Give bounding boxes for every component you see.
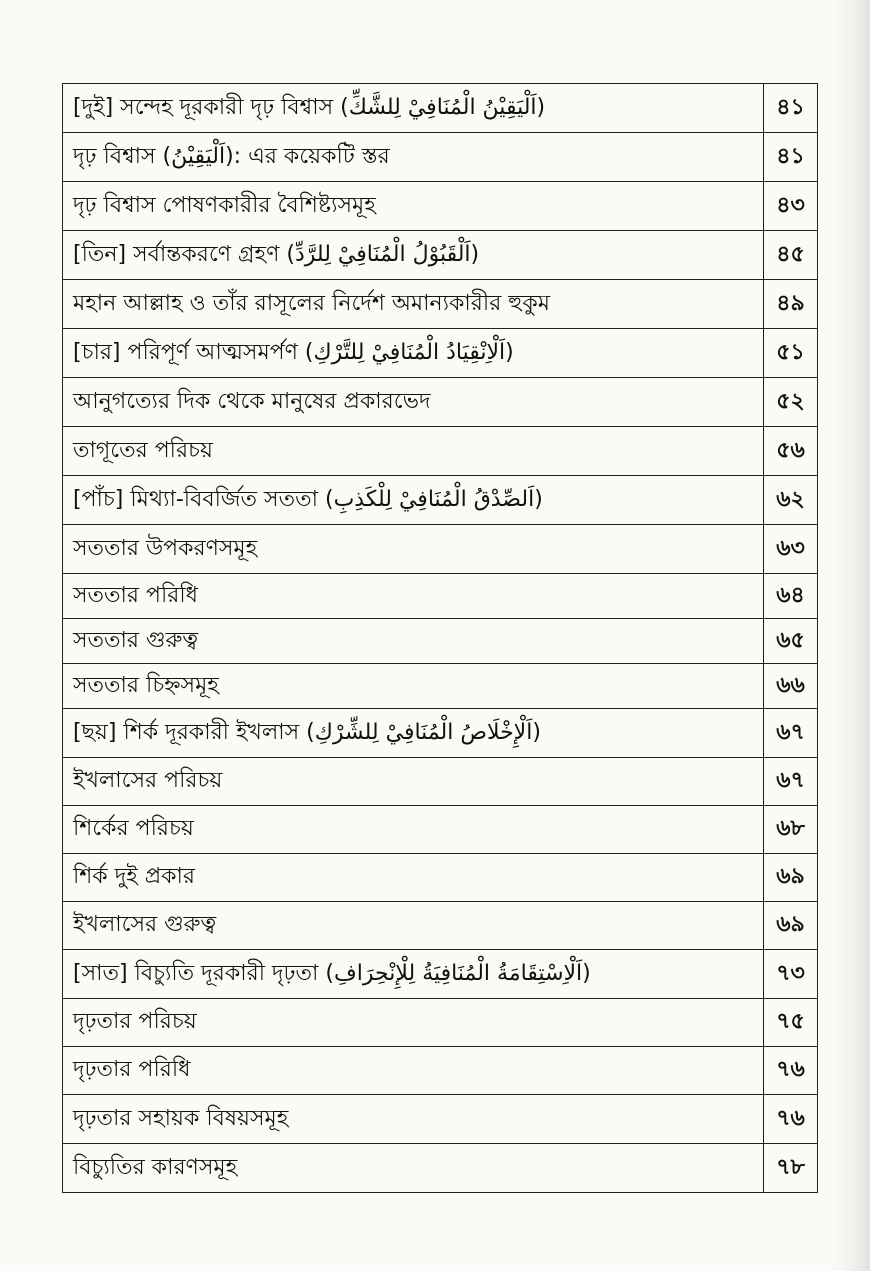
toc-entry-title: সততার পরিধি <box>63 574 764 619</box>
toc-entry-page: ৪১ <box>764 84 818 133</box>
toc-entry-title: [ছয়] শির্ক দূরকারী ইখলাস (اَلْإِخْلَاصُ الْمُنَافِيْ لِلشِّرْكِ) <box>63 709 764 758</box>
toc-entry-page: ৬৮ <box>764 806 818 854</box>
toc-entry-title: [তিন] সর্বান্তকরণে গ্রহণ (اَلْقَبُوْلُ الْمُنَافِيْ لِلرَّدِّ) <box>63 231 764 280</box>
toc-entry-page: ৬৯ <box>764 902 818 950</box>
toc-row[interactable] <box>63 133 818 182</box>
toc-row[interactable] <box>63 182 818 231</box>
toc-row[interactable] <box>63 854 818 902</box>
toc-row[interactable] <box>63 619 818 664</box>
toc-entry-title: [দুই] সন্দেহ দূরকারী দৃঢ় বিশ্বাস (اَلْيَقِيْنُ الْمُنَافِيْ لِلشَّكِّ) <box>63 84 764 133</box>
toc-row[interactable] <box>63 1095 818 1144</box>
toc-entry-title: দৃঢ়তার সহায়ক বিষয়সমূহ <box>63 1095 764 1144</box>
toc-entry-title: সততার চিহ্নসমূহ <box>63 664 764 709</box>
toc-entry-page: ৪৯ <box>764 280 818 329</box>
toc-entry-page: ৫১ <box>764 329 818 378</box>
toc-row[interactable] <box>63 758 818 806</box>
toc-entry-page: ৪৩ <box>764 182 818 231</box>
toc-row[interactable] <box>63 476 818 525</box>
toc-entry-title: [চার] পরিপূর্ণ আত্মসমর্পণ (اَلْاِنْقِيَادُ الْمُنَافِيْ لِلتَّرْكِ) <box>63 329 764 378</box>
toc-entry-title: ইখলাসের গুরুত্ব <box>63 902 764 950</box>
toc-row[interactable] <box>63 806 818 854</box>
toc-row[interactable] <box>63 84 818 133</box>
toc-entry-title: [সাত] বিচ্যুতি দূরকারী দৃঢ়তা (اَلْاِسْتِقَامَةُ الْمُنَافِيَةُ لِلْإِنْحِرَافِ) <box>63 950 764 999</box>
toc-entry-page: ৬৭ <box>764 709 818 758</box>
table-of-contents <box>62 83 818 1193</box>
toc-row[interactable] <box>63 1144 818 1193</box>
toc-entry-title: আনুগত্যের দিক থেকে মানুষের প্রকারভেদ <box>63 378 764 427</box>
toc-entry-title: দৃঢ় বিশ্বাস পোষণকারীর বৈশিষ্ট্যসমূহ <box>63 182 764 231</box>
toc-entry-title: সততার গুরুত্ব <box>63 619 764 664</box>
toc-entry-title: মহান আল্লাহ ও তাঁর রাসূলের নির্দেশ অমান্যকারীর হুকুম <box>63 280 764 329</box>
toc-row[interactable] <box>63 329 818 378</box>
toc-row[interactable] <box>63 950 818 999</box>
toc-row[interactable] <box>63 1047 818 1095</box>
toc-entry-page: ৭৩ <box>764 950 818 999</box>
page-edge-shadow <box>830 0 870 1271</box>
toc-entry-title: দৃঢ়তার পরিচয় <box>63 999 764 1047</box>
toc-row[interactable] <box>63 378 818 427</box>
toc-row[interactable] <box>63 574 818 619</box>
toc-row[interactable] <box>63 709 818 758</box>
toc-entry-title: ইখলাসের পরিচয় <box>63 758 764 806</box>
toc-entry-page: ৬৪ <box>764 574 818 619</box>
toc-row[interactable] <box>63 525 818 574</box>
toc-entry-page: ৬৬ <box>764 664 818 709</box>
toc-row[interactable] <box>63 902 818 950</box>
toc-entry-title: তাগূতের পরিচয় <box>63 427 764 476</box>
toc-entry-page: ৭৬ <box>764 1095 818 1144</box>
toc-entry-page: ৪১ <box>764 133 818 182</box>
toc-entry-page: ৫২ <box>764 378 818 427</box>
toc-entry-title: বিচ্যুতির কারণসমূহ <box>63 1144 764 1193</box>
toc-entry-page: ৬৯ <box>764 854 818 902</box>
toc-entry-page: ৪৫ <box>764 231 818 280</box>
toc-row[interactable] <box>63 664 818 709</box>
toc-row[interactable] <box>63 280 818 329</box>
toc-entry-title: সততার উপকরণসমূহ <box>63 525 764 574</box>
toc-row[interactable] <box>63 231 818 280</box>
toc-entry-page: ৭৫ <box>764 999 818 1047</box>
toc-entry-page: ৬৩ <box>764 525 818 574</box>
toc-entry-page: ৫৬ <box>764 427 818 476</box>
toc-entry-page: ৬৭ <box>764 758 818 806</box>
toc-row[interactable] <box>63 427 818 476</box>
toc-entry-title: [পাঁচ] মিথ্যা-বিবর্জিত সততা (اَلصِّدْقُ الْمُنَافِيْ لِلْكَذِبِ) <box>63 476 764 525</box>
toc-entry-page: ৭৬ <box>764 1047 818 1095</box>
toc-entry-title: দৃঢ়তার পরিধি <box>63 1047 764 1095</box>
toc-entry-page: ৬৫ <box>764 619 818 664</box>
toc-entry-title: শির্কের পরিচয় <box>63 806 764 854</box>
toc-entry-title: শির্ক দুই প্রকার <box>63 854 764 902</box>
toc-row[interactable] <box>63 999 818 1047</box>
toc-entry-page: ৭৮ <box>764 1144 818 1193</box>
toc-entry-title: দৃঢ় বিশ্বাস (اَلْيَقِيْنُ): এর কয়েকটি স্তর <box>63 133 764 182</box>
toc-entry-page: ৬২ <box>764 476 818 525</box>
